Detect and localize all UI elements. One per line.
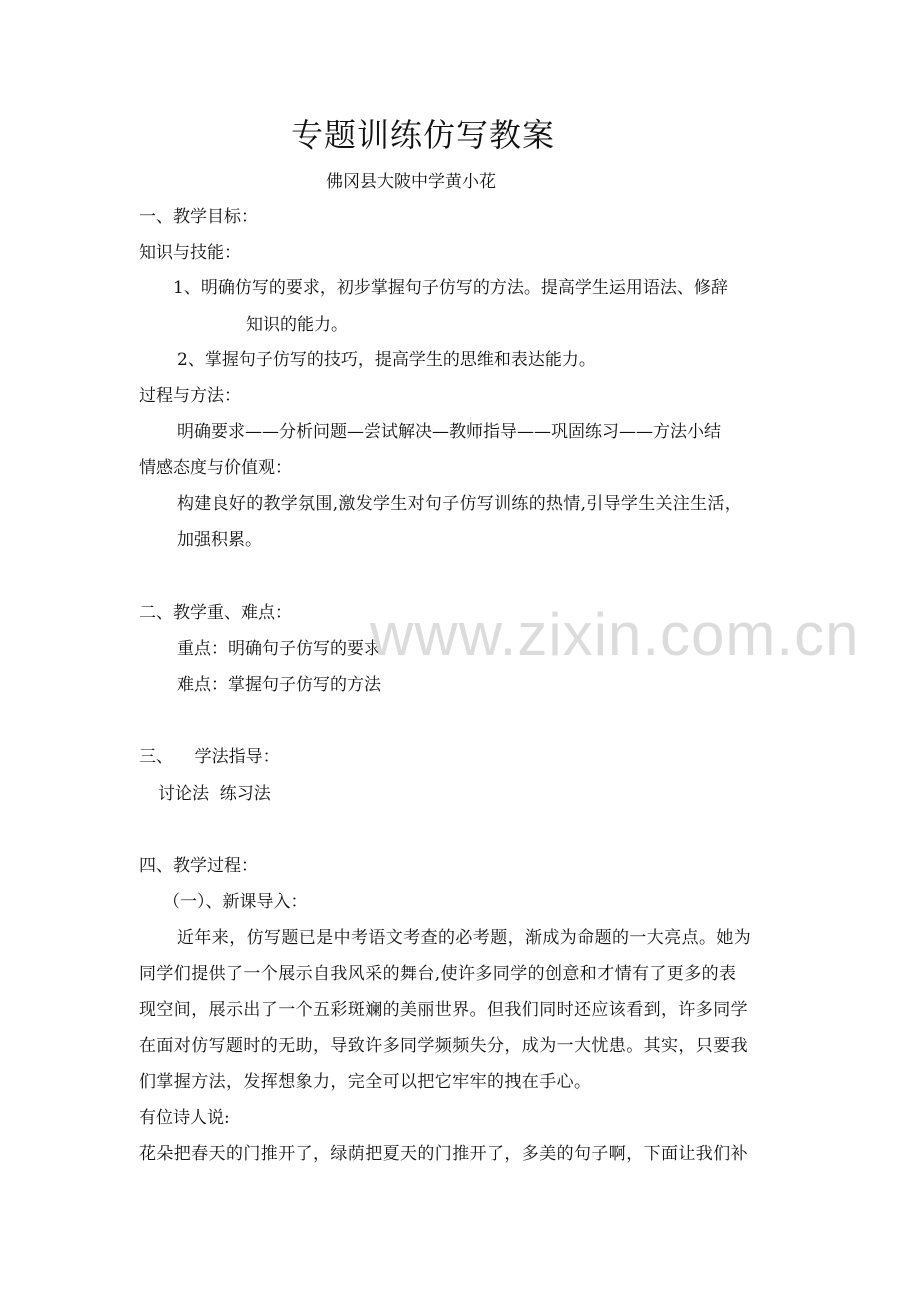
heading-teaching-process: 四、教学过程： [139, 856, 258, 876]
heading-key-points: 二、教学重、难点： [139, 603, 292, 623]
attitude-text: 构建良好的教学氛围,激发学生对句子仿写训练的热情,引导学生关注生活， [177, 494, 743, 514]
intro-paragraph-line-1: 近年来，仿写题已是中考语文考查的必考题，渐成为命题的一大亮点。她为 [177, 928, 752, 948]
intro-paragraph-line-5: 们掌握方法，发挥想象力，完全可以把它牢牢的拽在手心。 [139, 1072, 592, 1092]
watermark: www.zixin.com.cn [370, 601, 860, 668]
intro-paragraph-line-2: 同学们提供了一个展示自我风采的舞台,使许多同学的创意和才情有了更多的表 [139, 964, 737, 984]
study-methods: 讨论法 练习法 [158, 784, 271, 804]
attitude-text-continued: 加强积累。 [177, 530, 262, 550]
difficult-point: 难点：掌握句子仿写的方法 [177, 675, 381, 695]
objective-item-1: 1、明确仿写的要求，初步掌握句子仿写的方法。提高学生运用语法、修辞 [173, 278, 728, 298]
heading-study-method: 三、 学法指导： [139, 747, 280, 767]
objective-item-2: 2、掌握句子仿写的技巧，提高学生的思维和表达能力。 [177, 350, 596, 370]
poet-quote-intro: 有位诗人说: [139, 1108, 230, 1128]
document-title: 专题训练仿写教案 [291, 116, 556, 154]
subheading-introduction: （一）、新课导入： [163, 892, 308, 912]
subheading-attitude: 情感态度与价值观： [139, 458, 292, 478]
subheading-knowledge: 知识与技能： [139, 243, 241, 263]
subheading-process: 过程与方法： [139, 386, 241, 406]
objective-item-1-continued: 知识的能力。 [246, 315, 348, 335]
intro-paragraph-line-4: 在面对仿写题时的无助，导致许多同学频频失分，成为一大忧患。其实，只要我 [139, 1036, 748, 1056]
poem-line: 花朵把春天的门推开了，绿荫把夏天的门推开了，多美的句子啊，下面让我们补 [139, 1144, 748, 1164]
intro-paragraph-line-3: 现空间，展示出了一个五彩斑斓的美丽世界。但我们同时还应该看到，许多同学 [139, 1000, 748, 1020]
document-author: 佛冈县大陂中学黄小花 [326, 172, 496, 192]
process-steps: 明确要求——分析问题—尝试解决—教师指导——巩固练习——方法小结 [177, 422, 721, 442]
heading-objectives: 一、教学目标： [139, 207, 258, 227]
key-point: 重点：明确句子仿写的要求 [177, 639, 381, 659]
